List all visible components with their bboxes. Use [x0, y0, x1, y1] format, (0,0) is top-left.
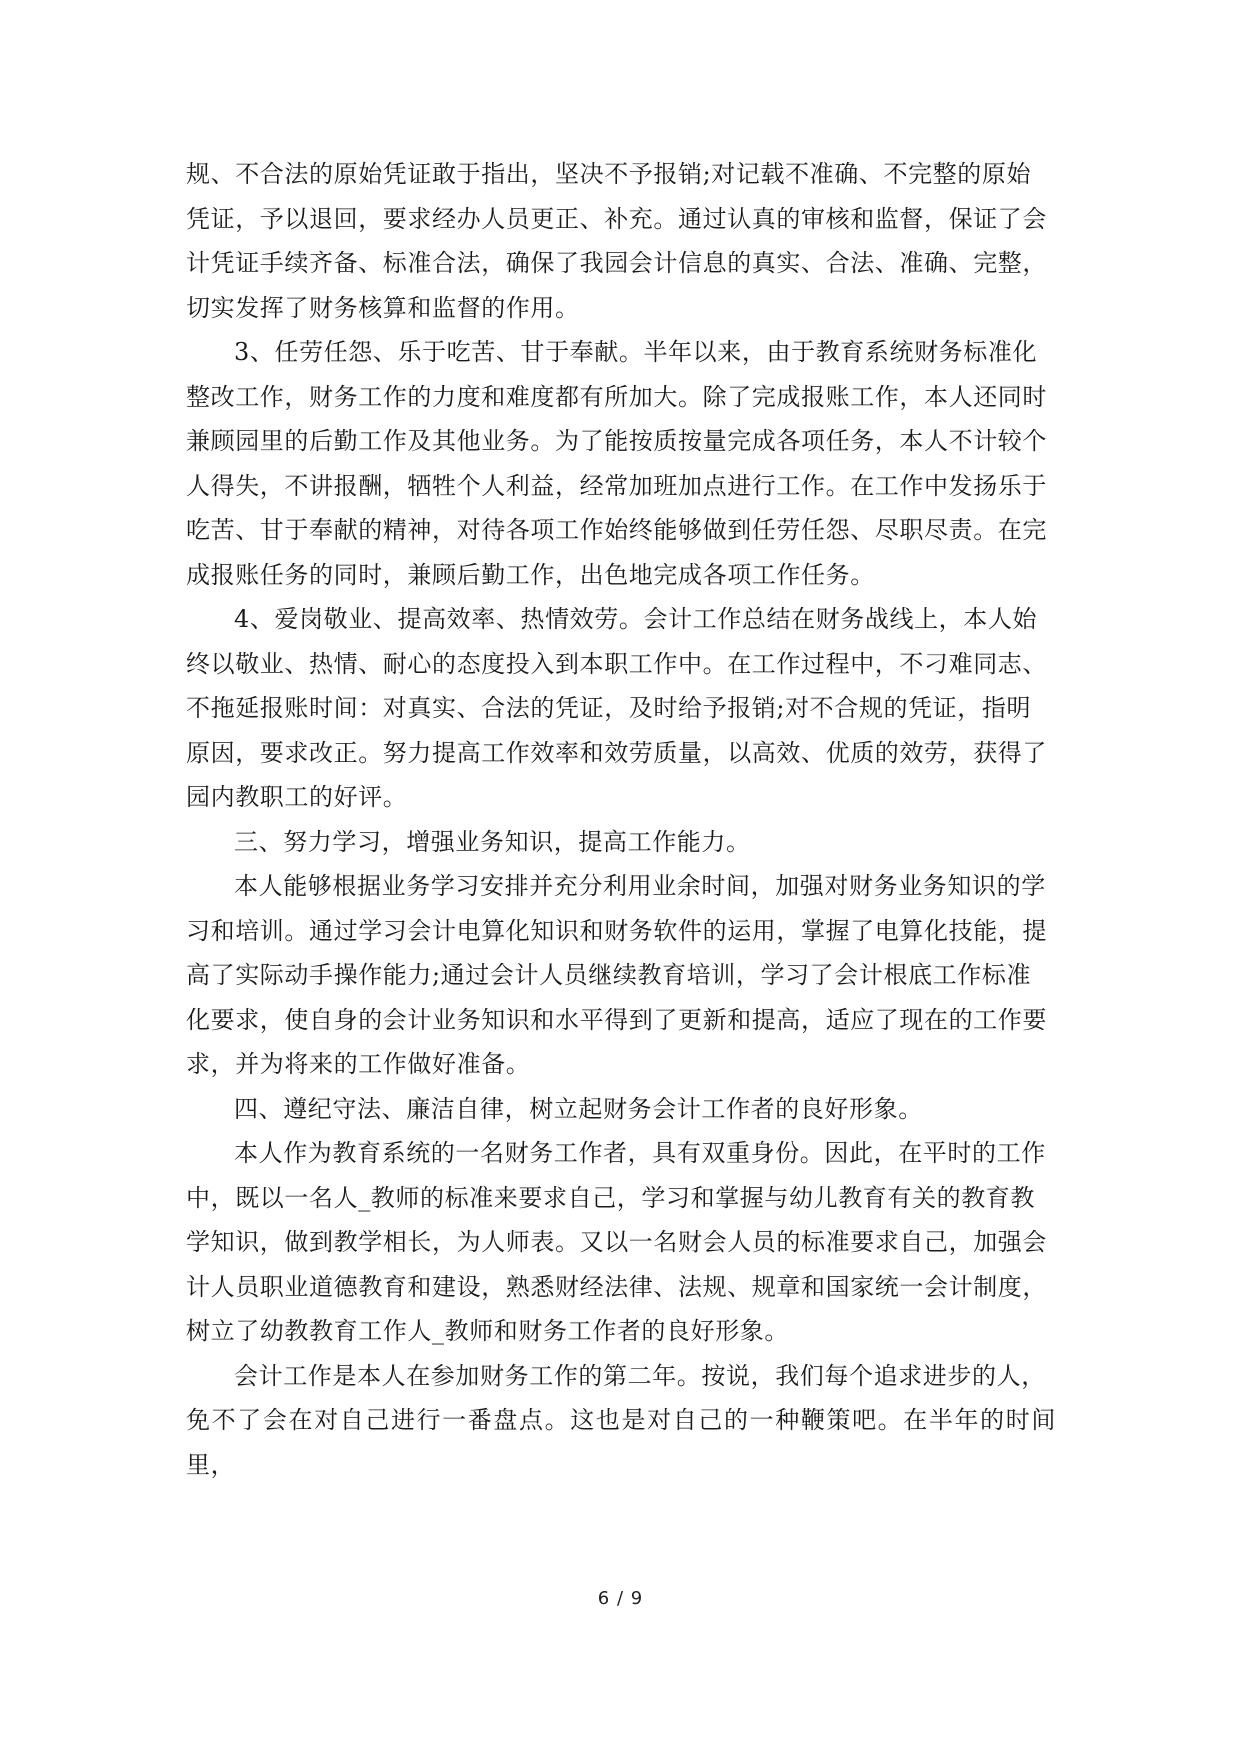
section-heading-4: 四、遵纪守法、廉洁自律，树立起财务会计工作者的良好形象。 — [234, 1094, 923, 1123]
document-body — [186, 152, 1056, 1487]
paragraph-7: 本人作为教育系统的一名财务工作者，具有双重身份。因此，在平时的工作 中，既以一名人_教师的标准来要求自己，学习和掌握与幼儿教育有关的教育教 学知识，做到教学相长，为人师表。又以一名财会人员的标准要求自己，加强会 计人员职业道德教育和建设，熟悉财经法律、法规、规章和国家统一会计制度， 树立了幼教教育工作人_教师和财务工作者的良好形象。 — [186, 1139, 1047, 1345]
paragraph-5: 本人能够根据业务学习安排并充分利用业余时间，加强对财务业务知识的学 习和培训。通过学习会计电算化知识和财务软件的运用，掌握了电算化技能，提 高了实际动手操作能力;通过会计人员继续教育培训，学习了会计根底工作标准 化要求，使自身的会计业务知识和水平得到了更新和提高，适应了现在的工作要 求，并为将来的工作做好准备。 — [186, 872, 1047, 1078]
paragraph-8: 会计工作是本人在参加财务工作的第二年。按说，我们每个追求进步的人， 免不了会在对自己进行一番盘点。这也是对自己的一种鞭策吧。在半年的时间里， — [186, 1361, 1056, 1479]
section-heading-3: 三、努力学习，增强业务知识，提高工作能力。 — [234, 827, 751, 856]
page-number: 6 / 9 — [597, 1588, 644, 1609]
paragraph-3: 4、爱岗敬业、提高效率、热情效劳。会计工作总结在财务战线上，本人始 终以敬业、热情、耐心的态度投入到本职工作中。在工作过程中，不刁难同志、 不拖延报账时间：对真实、合法的凭证，及时给予报销;对不合规的凭证，指明 原因，要求改正。努力提高工作效率和效劳质量，以高效、优质的效劳，获得了 园内教职工的好评。 — [186, 605, 1047, 811]
paragraph-2: 3、任劳任怨、乐于吃苦、甘于奉献。半年以来，由于教育系统财务标准化 整改工作，财务工作的力度和难度都有所加大。除了完成报账工作，本人还同时 兼顾园里的后勤工作及其他业务。为了能按质按量完成各项任务，本人不计较个 人得失，不讲报酬，牺牲个人利益，经常加班加点进行工作。在工作中发扬乐于 吃苦、甘于奉献的精神，对待各项工作始终能够做到任劳任怨、尽职尽责。在完 成报账任务的同时，兼顾后勤工作，出色地完成各项工作任务。 — [186, 338, 1047, 589]
paragraph-1: 规、不合法的原始凭证敢于指出，坚决不予报销;对记载不准确、不完整的原始 凭证，予以退回，要求经办人员更正、补充。通过认真的审核和监督，保证了会 计凭证手续齐备、标准合法，确保了我园会计信息的真实、合法、准确、完整， 切实发挥了财务核算和监督的作用。 — [186, 160, 1047, 322]
